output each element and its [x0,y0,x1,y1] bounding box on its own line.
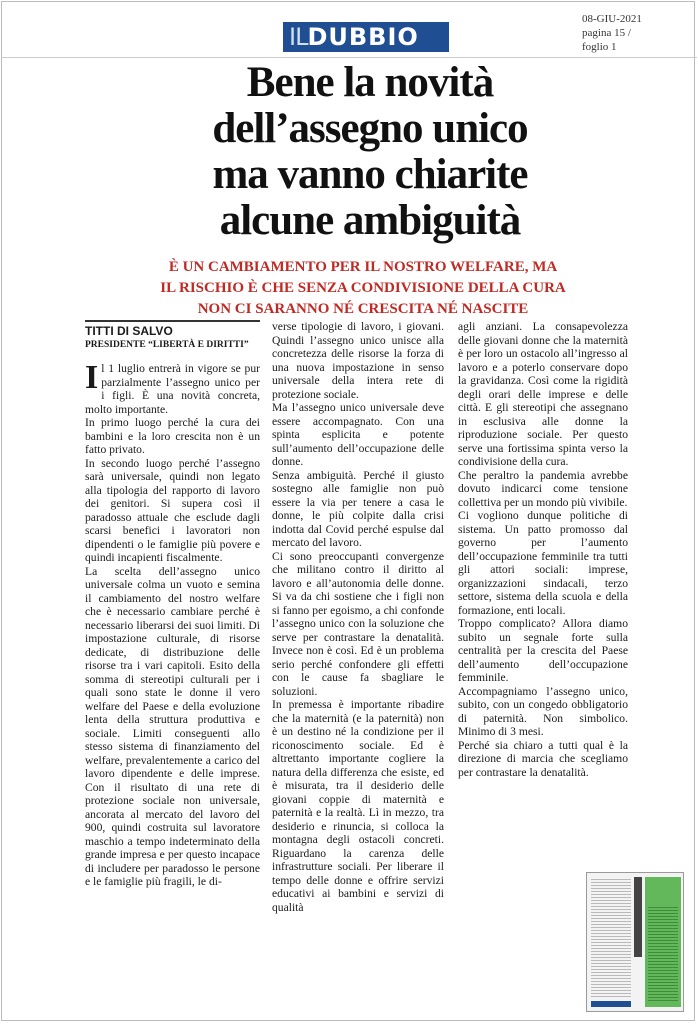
paragraph: Ma l’assegno unico universale deve essere accompagnato. Con una spinta esplicita e potente sull’aumento dell’occupazione delle donne. [272,401,444,468]
paragraph: Accompagniamo l’assegno unico, subito, con un congedo obbligatorio di paternità. Non simbolico. Minimo di 3 mesi. [458,684,628,738]
headline [120,60,620,244]
paragraph: Ci sono preoccupanti convergenze che militano contro il diritto al lavoro e all’autonomia delle donne. Si va da chi sostiene che i figli non si fanno per egoismo, a chi confonde l’assegno unico con la soluzione che serve per contrastare la denatalità. Invece non è così. Ed è un problema serio perché confondere gli effetti con le cause fa sbagliare le soluzioni. [272,549,444,698]
paragraph: agli anziani. La consapevolezza delle giovani donne che la maternità è per loro un ostacolo all’ingresso al lavoro e a poterlo conservare dopo la gravidanza. Così come la rigidità degli orari delle imprese e delle città. E gli stereotipi che assegnano in esclusiva alle donne la riproduzione sociale. Per questo serve una fortissima spinta verso la condivisione della cura. [458,320,628,468]
paragraph: Perché sia chiaro a tutti qual è la direzione di marcia che scegliamo per contrastare la denatalità. [458,738,628,779]
lead-paragraph [85,359,260,416]
page-meta [582,12,692,54]
thumbnail-section-bar [634,877,642,957]
headline-line: ma vanno chiarite [212,151,528,198]
meta-sheet: foglio 1 [582,41,617,53]
header-divider [1,57,697,58]
paragraph: Senza ambiguità. Perché il giusto sostegno alle famiglie non può essere la via per tenere a casa le donne, le più colpite dalla crisi indotta dal Covid perché espulse dal mercato del lavoro. [272,468,444,549]
masthead-name: DUBBIO [307,23,419,51]
thumbnail-logo [591,1001,631,1007]
masthead-prefix: IL [289,23,308,51]
article-column-2 [272,320,444,914]
subhead-line: È UN CAMBIAMENTO PER IL NOSTRO WELFARE, MA [168,259,558,275]
paragraph: verse tipologie di lavoro, i giovani. Quindi l’assegno unico unisce alla concretezza delle risorse la forza di una nuova impostazione in senso universale della intera rete di protezione sociale. [272,320,444,401]
subhead-line: NON CI SARANNO NÉ CRESCITA NÉ NASCITE [197,301,529,317]
paragraph: Che peraltro la pandemia avrebbe dovuto indicarci come tensione collettiva per un mondo più vivibile. [458,468,628,509]
author-name: TITTI DI SALVO [85,324,173,338]
headline-line: dell’assegno unico [212,105,528,152]
article-column-1 [85,359,260,889]
masthead-logo [283,22,449,52]
thumbnail-text-block [591,879,631,999]
paragraph: In secondo luogo perché l’assegno sarà universale, quindi non legato alla tipologia del rapporto di lavoro dei genitori. Si supera così il paradosso attuale che esclude dagli scarsi benefici i lavoratori non dipendenti o le famiglie più povere e quindi incapienti fiscalmente. [85,456,260,564]
paragraph: Ci vogliono dunque politiche di sistema. Un patto promosso dal governo per l’aumento dell’occupazione femminile tra tutti gli attori sociali: imprese, organizzazioni sindacali, terzo settore, sistema della scuola e della formazione, enti locali. [458,509,628,617]
thumbnail-article-lines [648,907,678,1003]
thumbnail-highlighted-article [645,877,681,1007]
subheadline [138,257,588,320]
headline-line: alcune ambiguità [219,197,521,244]
paragraph: Troppo complicato? Allora diamo subito un segnale forte sulla centralità per la crescita del Paese dell’aumento dell’occupazione femminile. [458,617,628,684]
lead-text: l 1 luglio entrerà in vigore se pur parzialmente l’assegno unico per i figli. È una novità concreta, molto importante. [85,362,260,416]
author-role: PRESIDENTE “LIBERTÀ E DIRITTI” [85,340,249,350]
paragraph: In premessa è importante ribadire che la maternità (e la paternità) non è un destino né la condizione per il riconoscimento sociale. Ed è altrettanto importante cogliere la natura della differenza che esiste, ed è misurata, tra il desiderio delle giovani coppie di maternità e paternità e la realtà. Lì in mezzo, tra desiderio e rinuncia, si colloca la montagna degli ostacoli concreti. Riguardano la carenza delle infrastrutture sociali. Per liberare il tempo delle donne e offrire servizi educativi ai bambini e servizi di qualità [272,698,444,914]
headline-line: Bene la novità [246,59,494,106]
byline [85,320,260,351]
paragraph: La scelta dell’assegno unico universale colma un vuoto e semina il cambiamento del nostro welfare che è necessario cambiare perché è necessario liberarsi dei suoi limiti. Di impostazione culturale, di risorse dedicate, di distribuzione delle risorse tra i vari capitoli. Esito della somma di stereotipi culturali per i quali sono state le donne il vero welfare del Paese e della evoluzione lenta della struttura produttiva e sociale. Limiti conseguenti allo stesso sistema di finanziamento del welfare, prevalentemente a carico del lavoro dipendente e delle imprese. Con il risultato di una rete di protezione sociale non universale, ancorata al mercato del lavoro del 900, quindi costruita sul lavoratore maschio a tempo indeterminato della grande impresa e per questo incapace di includere per paradosso le persone e le famiglie più fragili, le di- [85,564,260,888]
meta-date: 08-GIU-2021 [582,13,642,25]
paragraph: In primo luogo perché la cura dei bambini e la loro crescita non è un fatto privato. [85,416,260,456]
article-column-3 [458,320,628,779]
dropcap: I [85,359,99,396]
meta-page: pagina 15 / [582,27,631,39]
subhead-line: IL RISCHIO È CHE SENZA CONDIVISIONE DELLA CURA [160,280,566,296]
page-thumbnail [586,872,684,1012]
